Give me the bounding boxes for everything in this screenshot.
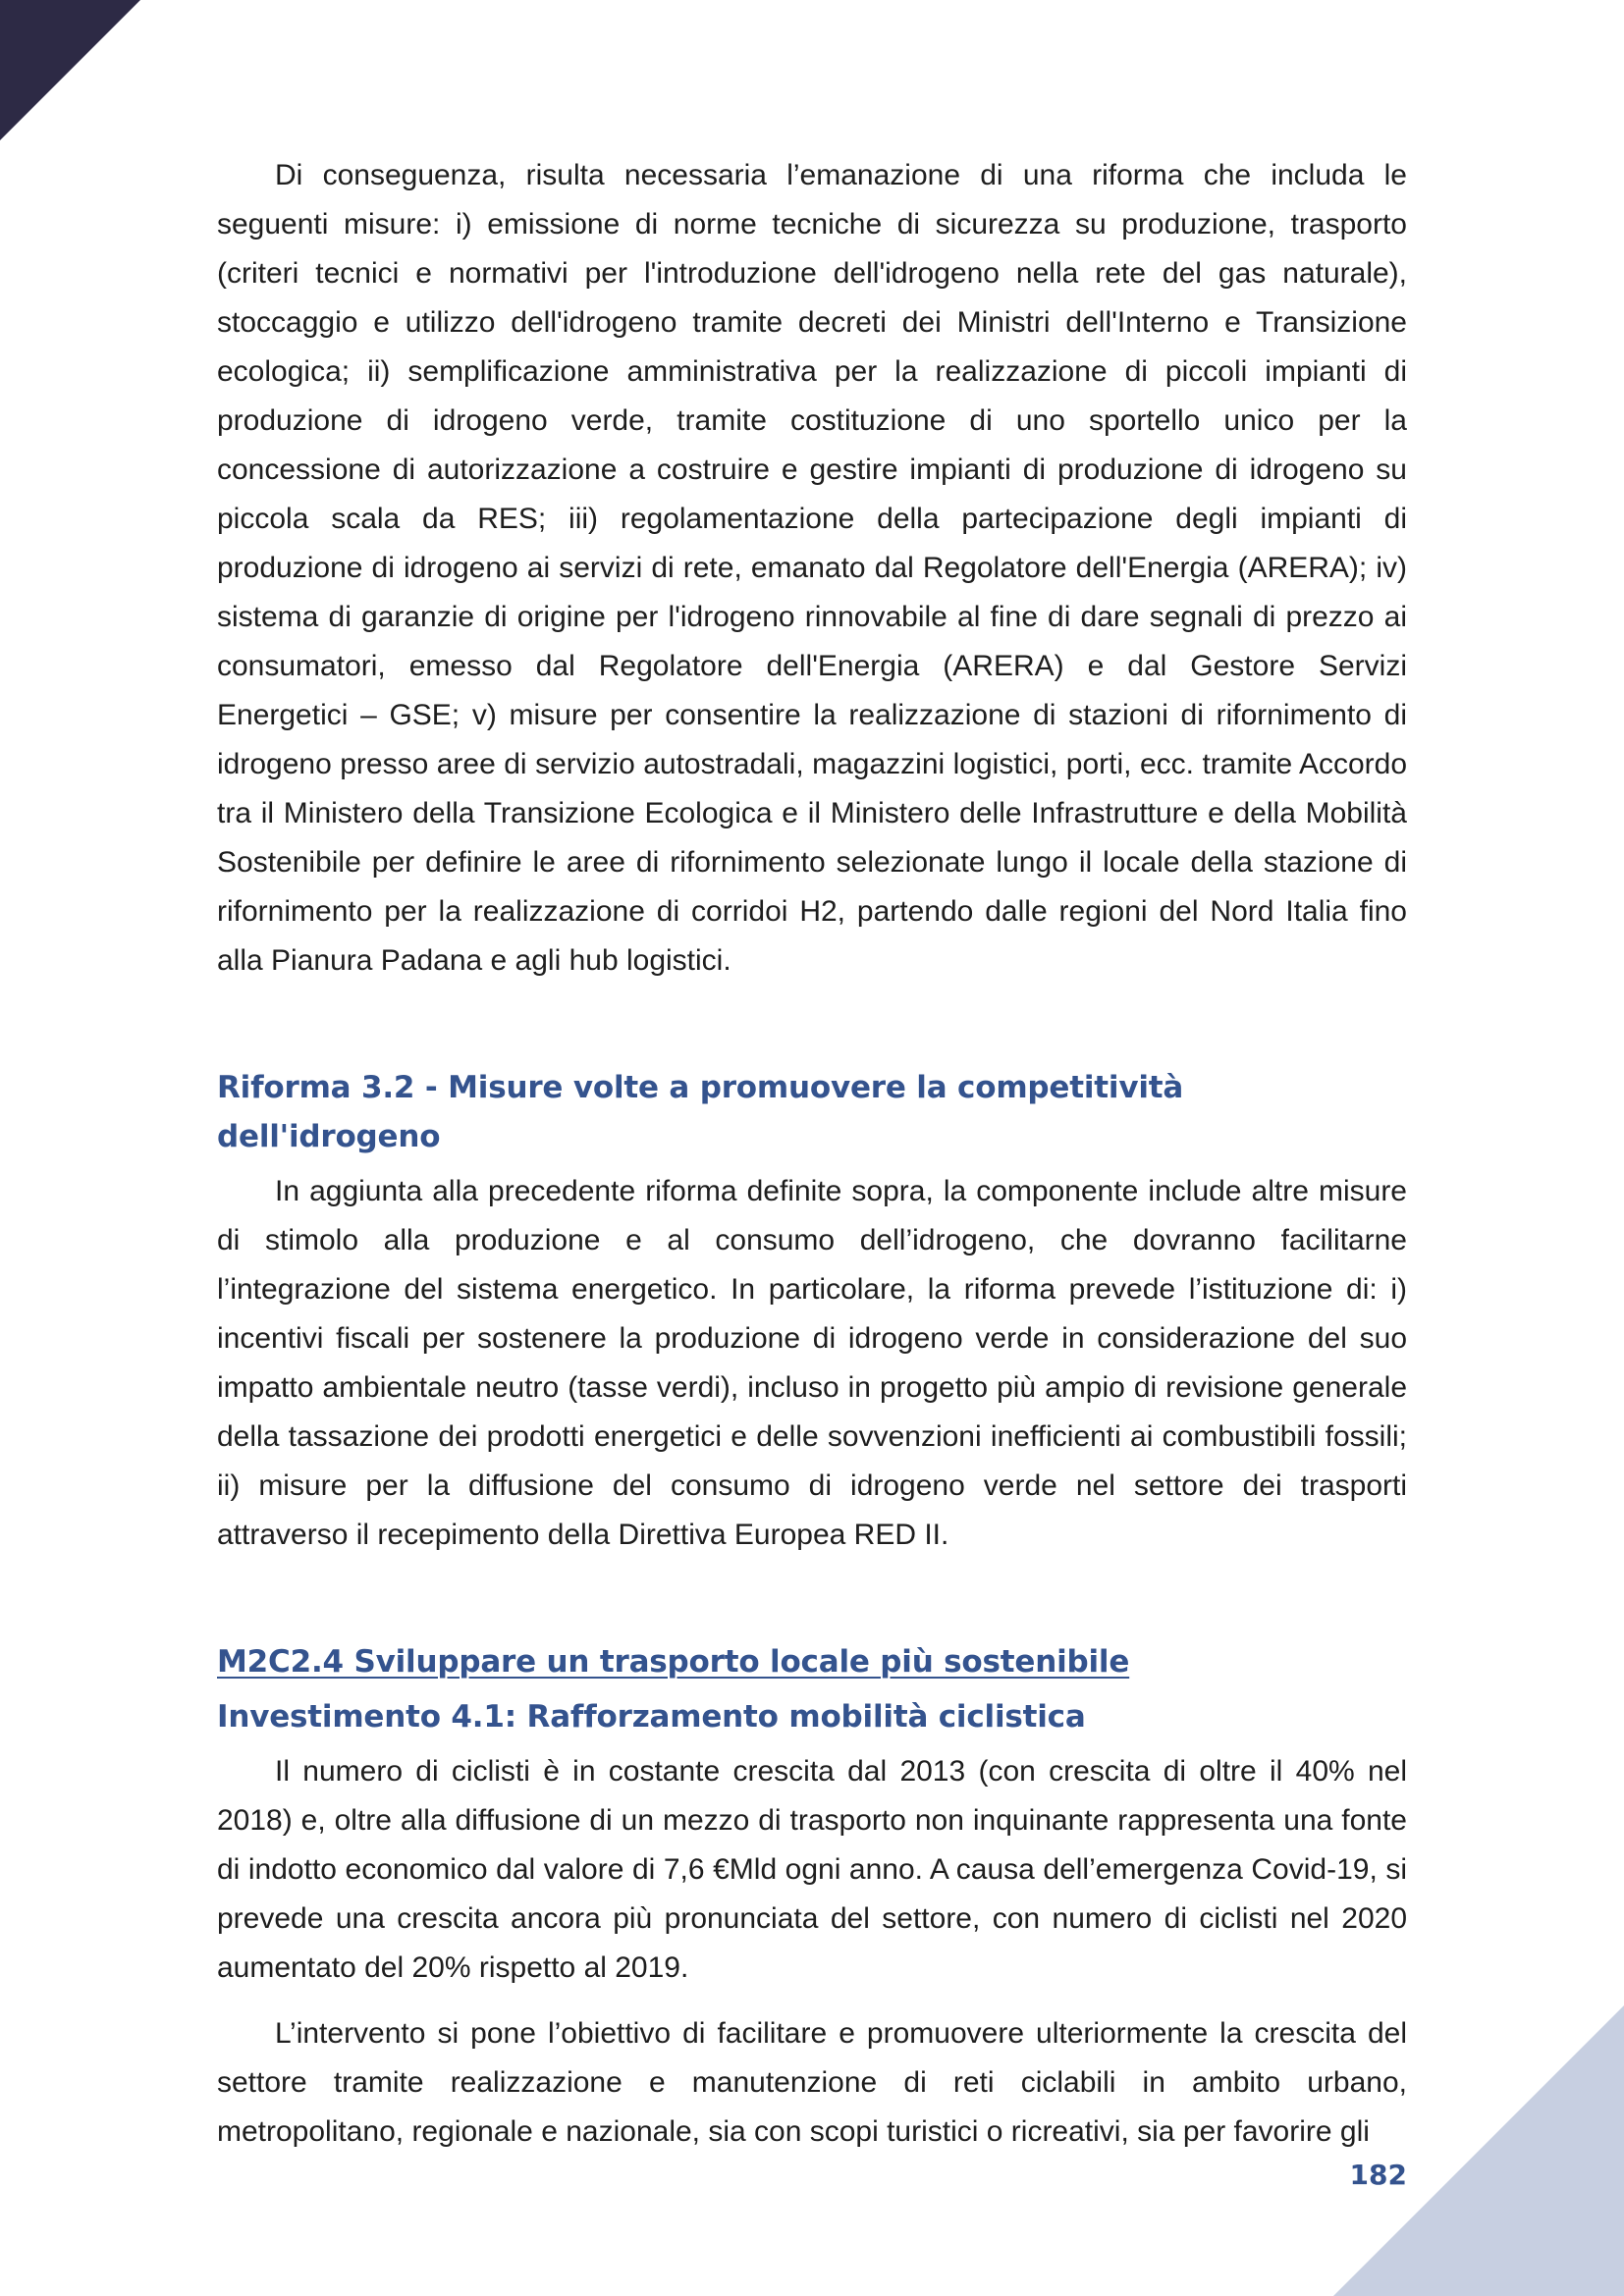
page-number: 182 bbox=[1349, 2159, 1407, 2191]
riforma-paragraph: In aggiunta alla precedente riforma definite sopra, la componente include altre misure di stimolo alla produzione e al consumo dell’idrogeno, che dovranno facilitarne l’integrazione del sistema energetico. In particolare, la riforma prevede l’istituzione di: i) incentivi fiscali per sostenere la produzione di idrogeno verde in considerazione del suo impatto ambientale neutro (tasse verdi), incluso in progetto più ampio di revisione generale della tassazione dei prodotti energetici e delle sovvenzioni inefficienti ai combustibili fossili; ii) misure per la diffusione del consumo di idrogeno verde nel settore dei trasporti attraverso il recepimento della Direttiva Europea RED II. bbox=[217, 1175, 1407, 1551]
investimento-subheading: Investimento 4.1: Rafforzamento mobilità ciclistica bbox=[217, 1699, 1086, 1735]
section-gap bbox=[217, 1576, 1407, 1637]
riforma-heading: Riforma 3.2 - Misure volte a promuovere la competitività dell'idrogeno bbox=[217, 1070, 1184, 1154]
corner-decoration-top-left bbox=[0, 0, 140, 140]
investimento-paragraph-1: Il numero di ciclisti è in costante crescita dal 2013 (con crescita di oltre il 40% nel 2018) e, oltre alla diffusione di un mezzo di trasporto non inquinante rappresenta una fonte di indotto economico dal valore di 7,6 €Mld ogni anno. A causa dell’emergenza Covid-19, si prevede una crescita ancora più pronunciata del settore, con numero di ciclisti nel 2020 aumentato del 20% rispetto al 2019. bbox=[217, 1755, 1407, 1984]
m2c2-section-heading: M2C2.4 Sviluppare un trasporto locale più sostenibile bbox=[217, 1644, 1130, 1680]
document-body bbox=[217, 151, 1407, 2173]
investimento-paragraph-2: L’intervento si pone l’obiettivo di facilitare e promuovere ulteriormente la crescita del settore tramite realizzazione e manutenzione di reti ciclabili in ambito urbano, metropolitano, regionale e nazionale, sia con scopi turistici o ricreativi, sia per favorire gli bbox=[217, 2017, 1407, 2148]
section-gap bbox=[217, 1002, 1407, 1063]
intro-paragraph: Di conseguenza, risulta necessaria l’emanazione di una riforma che includa le seguenti misure: i) emissione di norme tecniche di sicurezza su produzione, trasporto (criteri tecnici e normativi per l'introduzione dell'idrogeno nella rete del gas naturale), stoccaggio e utilizzo dell'idrogeno tramite decreti dei Ministri dell'Interno e Transizione ecologica; ii) semplificazione amministrativa per la realizzazione di piccoli impianti di produzione di idrogeno verde, tramite costituzione di uno sportello unico per la concessione di autorizzazione a costruire e gestire impianti di produzione di idrogeno su piccola scala da RES; iii) regolamentazione della partecipazione degli impianti di produzione di idrogeno ai servizi di rete, emanato dal Regolatore dell'Energia (ARERA); iv) sistema di garanzie di origine per l'idrogeno rinnovabile al fine di dare segnali di prezzo ai consumatori, emesso dal Regolatore dell'Energia (ARERA) e dal Gestore Servizi Energetici – GSE; v) misure per consentire la realizzazione di stazioni di rifornimento di idrogeno presso aree di servizio autostradali, magazzini logistici, porti, ecc. tramite Accordo tra il Ministero della Transizione Ecologica e il Ministero delle Infrastrutture e della Mobilità Sostenibile per definire le aree di rifornimento selezionate lungo il locale della stazione di rifornimento per la realizzazione di corridoi H2, partendo dalle regioni del Nord Italia fino alla Pianura Padana e agli hub logistici. bbox=[217, 159, 1407, 977]
